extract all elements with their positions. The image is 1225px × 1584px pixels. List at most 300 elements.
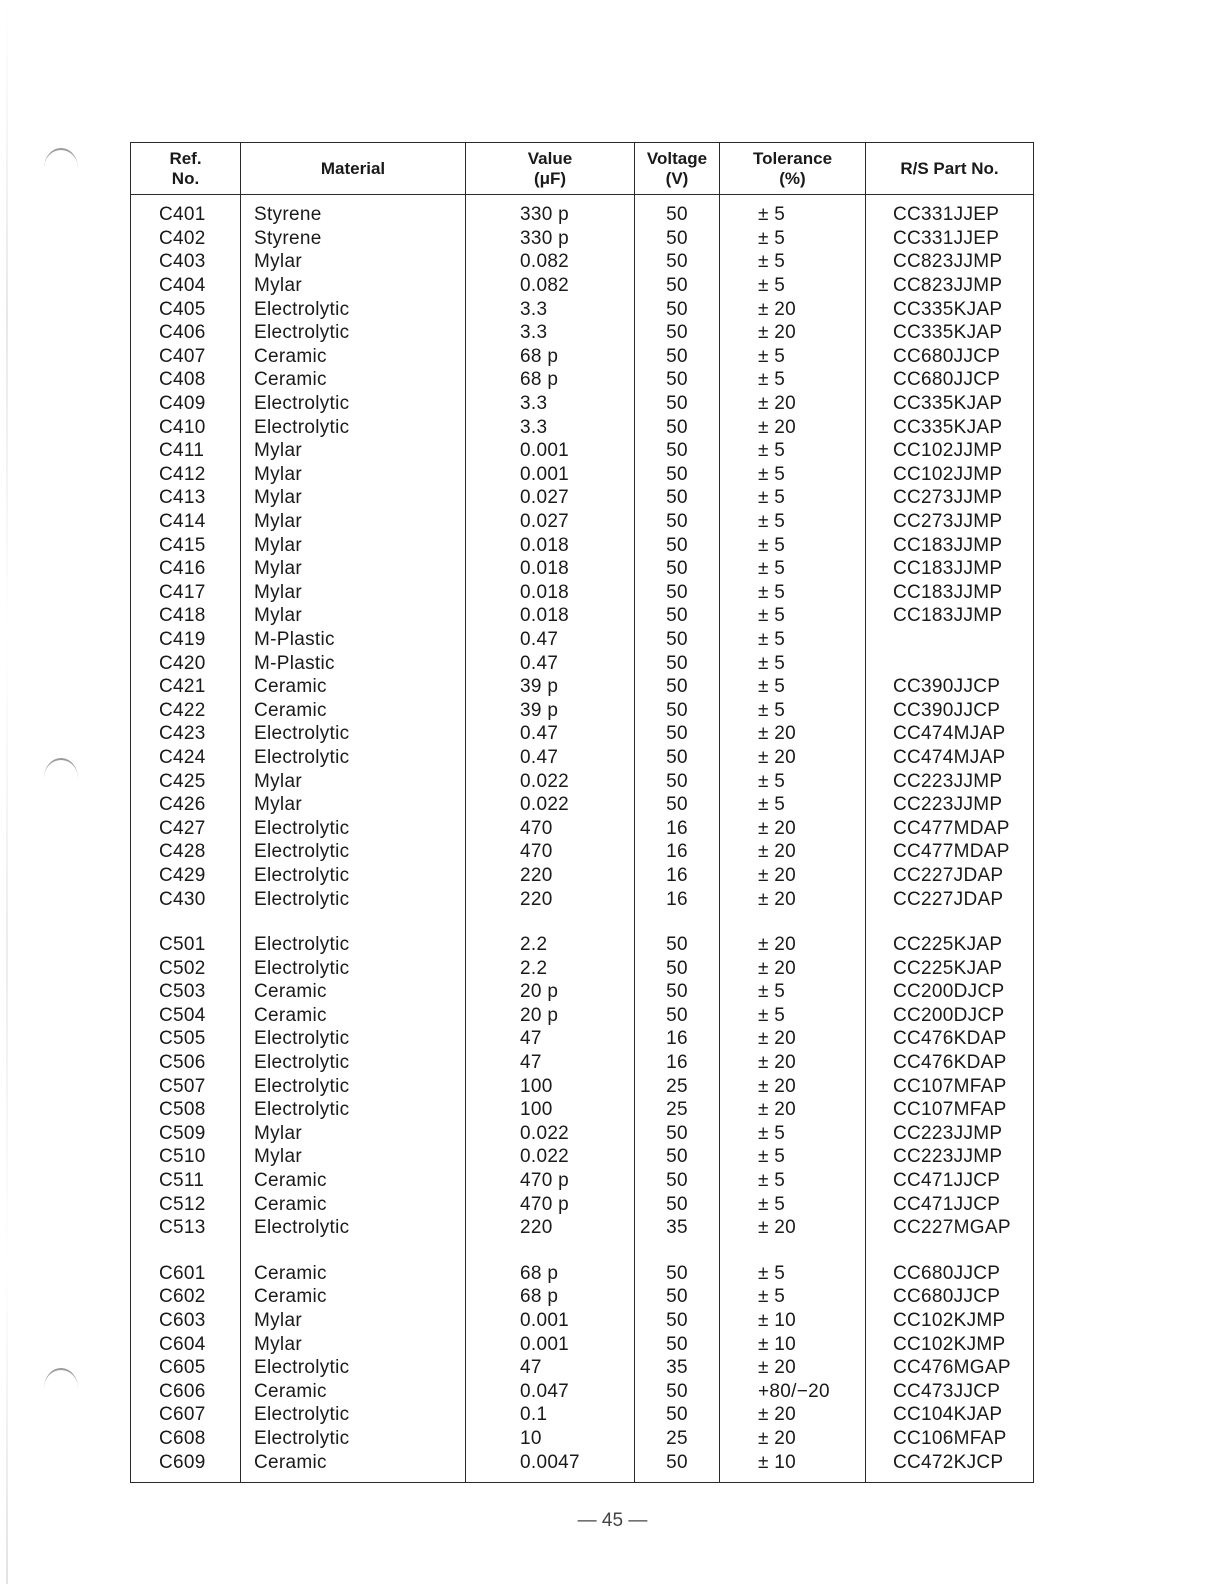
- tolerance-cell: ± 20: [720, 1427, 866, 1451]
- value-cell: [466, 1004, 635, 1028]
- table-row: [131, 557, 1034, 581]
- tolerance-cell: ± 5: [720, 628, 866, 652]
- tolerance-cell: ± 5: [720, 439, 866, 463]
- ref-no-cell: C425: [131, 769, 241, 793]
- tolerance-cell: ± 5: [720, 1169, 866, 1193]
- part-no-cell: [866, 651, 1034, 675]
- value-text: 68 p: [520, 1262, 559, 1284]
- voltage-cell: 50: [635, 345, 720, 369]
- value-text: 68 p: [520, 345, 559, 367]
- material-cell: Electrolytic: [241, 1051, 466, 1075]
- voltage-cell: 50: [635, 746, 720, 770]
- material-cell: Ceramic: [241, 1285, 466, 1309]
- tolerance-cell: ± 20: [720, 1216, 866, 1240]
- value-text: 2.2: [520, 957, 548, 979]
- material-cell: Ceramic: [241, 980, 466, 1004]
- value-cell: [466, 722, 635, 746]
- voltage-cell: 16: [635, 1051, 720, 1075]
- voltage-cell: 25: [635, 1427, 720, 1451]
- value-cell: [466, 1332, 635, 1356]
- tolerance-cell: ± 5: [720, 195, 866, 227]
- material-cell: Mylar: [241, 510, 466, 534]
- tolerance-cell: ± 20: [720, 1403, 866, 1427]
- value-cell: [466, 581, 635, 605]
- table-body: [131, 195, 1034, 1483]
- table-row: [131, 1145, 1034, 1169]
- voltage-cell: 50: [635, 980, 720, 1004]
- material-cell: Mylar: [241, 1122, 466, 1146]
- value-cell: [466, 486, 635, 510]
- value-text: 0.001: [520, 1333, 570, 1355]
- value-text: 2.2: [520, 934, 548, 956]
- part-no-cell: CC474MJAP: [866, 722, 1034, 746]
- table-row: [131, 1027, 1034, 1051]
- value-cell: [466, 651, 635, 675]
- part-no-cell: CC331JJEP: [866, 195, 1034, 227]
- value-text: 39 p: [520, 676, 559, 698]
- spacer-cell: [241, 911, 466, 933]
- material-cell: Electrolytic: [241, 864, 466, 888]
- voltage-cell: 50: [635, 557, 720, 581]
- table-row: [131, 533, 1034, 557]
- value-text: 47: [520, 1028, 542, 1050]
- material-cell: Mylar: [241, 793, 466, 817]
- material-cell: Ceramic: [241, 698, 466, 722]
- ref-no-cell: C504: [131, 1004, 241, 1028]
- header-value: Value (μF): [466, 143, 635, 195]
- table-row: [131, 581, 1034, 605]
- voltage-cell: 50: [635, 368, 720, 392]
- part-no-cell: CC107MFAP: [866, 1098, 1034, 1122]
- tolerance-cell: +80/−20: [720, 1380, 866, 1404]
- table-row: [131, 698, 1034, 722]
- material-cell: Mylar: [241, 486, 466, 510]
- ref-no-cell: C410: [131, 415, 241, 439]
- value-text: 0.001: [520, 463, 570, 485]
- table-row: [131, 345, 1034, 369]
- voltage-cell: 16: [635, 816, 720, 840]
- part-no-cell: CC223JJMP: [866, 793, 1034, 817]
- spacer-cell: [466, 911, 635, 933]
- value-cell: [466, 463, 635, 487]
- tolerance-cell: ± 5: [720, 345, 866, 369]
- ref-no-cell: C501: [131, 933, 241, 957]
- voltage-cell: 35: [635, 1216, 720, 1240]
- tolerance-cell: ± 10: [720, 1332, 866, 1356]
- ref-no-cell: C601: [131, 1262, 241, 1286]
- table-row: [131, 439, 1034, 463]
- ref-no-cell: C412: [131, 463, 241, 487]
- tolerance-cell: ± 20: [720, 415, 866, 439]
- ref-no-cell: C506: [131, 1051, 241, 1075]
- ref-no-cell: C404: [131, 274, 241, 298]
- value-text: 100: [520, 1075, 553, 1097]
- part-no-cell: CC476KDAP: [866, 1051, 1034, 1075]
- material-cell: Ceramic: [241, 675, 466, 699]
- value-text: 0.001: [520, 440, 570, 462]
- voltage-cell: 50: [635, 793, 720, 817]
- value-text: 0.47: [520, 628, 559, 650]
- voltage-cell: 25: [635, 1098, 720, 1122]
- material-cell: Ceramic: [241, 1450, 466, 1482]
- table-row: [131, 510, 1034, 534]
- value-cell: [466, 274, 635, 298]
- tolerance-cell: ± 5: [720, 604, 866, 628]
- header-tolerance: Tolerance (%): [720, 143, 866, 195]
- value-text: 0.027: [520, 511, 570, 533]
- material-cell: M-Plastic: [241, 651, 466, 675]
- voltage-cell: 50: [635, 933, 720, 957]
- voltage-cell: 50: [635, 227, 720, 251]
- ref-no-cell: C414: [131, 510, 241, 534]
- ref-no-cell: C602: [131, 1285, 241, 1309]
- voltage-cell: 50: [635, 439, 720, 463]
- spacer-cell: [635, 1240, 720, 1262]
- value-text: 0.027: [520, 487, 570, 509]
- material-cell: Mylar: [241, 769, 466, 793]
- table-row: [131, 321, 1034, 345]
- part-no-cell: CC680JJCP: [866, 368, 1034, 392]
- part-no-cell: CC680JJCP: [866, 345, 1034, 369]
- part-no-cell: CC335KJAP: [866, 297, 1034, 321]
- part-no-cell: CC200DJCP: [866, 1004, 1034, 1028]
- ref-no-cell: C420: [131, 651, 241, 675]
- ref-no-cell: C607: [131, 1403, 241, 1427]
- part-no-cell: CC106MFAP: [866, 1427, 1034, 1451]
- tolerance-cell: ± 5: [720, 510, 866, 534]
- section-spacer: [131, 1240, 1034, 1262]
- part-no-cell: CC331JJEP: [866, 227, 1034, 251]
- tolerance-cell: ± 20: [720, 722, 866, 746]
- tolerance-cell: ± 5: [720, 1004, 866, 1028]
- table-row: [131, 651, 1034, 675]
- part-no-cell: CC223JJMP: [866, 1122, 1034, 1146]
- table-row: [131, 250, 1034, 274]
- tolerance-cell: ± 10: [720, 1309, 866, 1333]
- material-cell: Electrolytic: [241, 840, 466, 864]
- part-no-cell: CC107MFAP: [866, 1074, 1034, 1098]
- value-cell: [466, 1051, 635, 1075]
- material-cell: Mylar: [241, 604, 466, 628]
- tolerance-cell: ± 5: [720, 274, 866, 298]
- ref-no-cell: C401: [131, 195, 241, 227]
- tolerance-cell: ± 5: [720, 1285, 866, 1309]
- value-cell: [466, 368, 635, 392]
- value-text: 47: [520, 1052, 542, 1074]
- tolerance-cell: ± 20: [720, 321, 866, 345]
- material-cell: Ceramic: [241, 368, 466, 392]
- voltage-cell: 16: [635, 840, 720, 864]
- value-text: 220: [520, 1217, 553, 1239]
- voltage-cell: 50: [635, 651, 720, 675]
- part-no-cell: CC183JJMP: [866, 557, 1034, 581]
- value-cell: [466, 1145, 635, 1169]
- part-no-cell: CC102JJMP: [866, 439, 1034, 463]
- tolerance-cell: ± 5: [720, 1122, 866, 1146]
- material-cell: Electrolytic: [241, 1074, 466, 1098]
- material-cell: Mylar: [241, 463, 466, 487]
- voltage-cell: 50: [635, 1332, 720, 1356]
- spacer-cell: [131, 911, 241, 933]
- ref-no-cell: C417: [131, 581, 241, 605]
- material-cell: Mylar: [241, 274, 466, 298]
- tolerance-cell: ± 20: [720, 864, 866, 888]
- tolerance-cell: ± 5: [720, 651, 866, 675]
- voltage-cell: 50: [635, 956, 720, 980]
- value-text: 0.082: [520, 275, 570, 297]
- value-text: 39 p: [520, 699, 559, 721]
- value-text: 0.047: [520, 1380, 570, 1402]
- value-cell: [466, 1403, 635, 1427]
- part-no-cell: CC200DJCP: [866, 980, 1034, 1004]
- part-no-cell: CC227JDAP: [866, 887, 1034, 911]
- value-text: 330 p: [520, 227, 570, 249]
- tolerance-cell: ± 5: [720, 463, 866, 487]
- value-text: 0.018: [520, 558, 570, 580]
- spacer-cell: [866, 1240, 1034, 1262]
- material-cell: Mylar: [241, 250, 466, 274]
- tolerance-cell: ± 5: [720, 793, 866, 817]
- tolerance-cell: ± 20: [720, 1051, 866, 1075]
- table-row: [131, 746, 1034, 770]
- value-text: 220: [520, 864, 553, 886]
- ref-no-cell: C408: [131, 368, 241, 392]
- material-cell: Ceramic: [241, 345, 466, 369]
- value-cell: [466, 1098, 635, 1122]
- material-cell: Electrolytic: [241, 1216, 466, 1240]
- value-cell: [466, 887, 635, 911]
- value-cell: [466, 1356, 635, 1380]
- material-cell: Electrolytic: [241, 1427, 466, 1451]
- tolerance-cell: ± 5: [720, 1145, 866, 1169]
- voltage-cell: 25: [635, 1074, 720, 1098]
- binder-hole-mark: [44, 148, 78, 168]
- part-no-cell: CC227MGAP: [866, 1216, 1034, 1240]
- value-cell: [466, 227, 635, 251]
- table-row: [131, 1098, 1034, 1122]
- material-cell: Electrolytic: [241, 887, 466, 911]
- value-text: 0.018: [520, 605, 570, 627]
- part-no-cell: CC335KJAP: [866, 415, 1034, 439]
- material-cell: Mylar: [241, 557, 466, 581]
- voltage-cell: 50: [635, 1192, 720, 1216]
- ref-no-cell: C403: [131, 250, 241, 274]
- tolerance-cell: ± 10: [720, 1450, 866, 1482]
- value-text: 0.47: [520, 723, 559, 745]
- value-cell: [466, 675, 635, 699]
- material-cell: Electrolytic: [241, 816, 466, 840]
- ref-no-cell: C407: [131, 345, 241, 369]
- material-cell: Electrolytic: [241, 1098, 466, 1122]
- value-cell: [466, 1450, 635, 1482]
- value-cell: [466, 628, 635, 652]
- part-no-cell: CC390JJCP: [866, 698, 1034, 722]
- value-cell: [466, 1262, 635, 1286]
- value-cell: [466, 864, 635, 888]
- value-cell: [466, 321, 635, 345]
- ref-no-cell: C413: [131, 486, 241, 510]
- table-row: [131, 933, 1034, 957]
- value-text: 20 p: [520, 981, 559, 1003]
- value-text: 3.3: [520, 322, 548, 344]
- value-cell: [466, 933, 635, 957]
- voltage-cell: 50: [635, 195, 720, 227]
- ref-no-cell: C511: [131, 1169, 241, 1193]
- material-cell: Mylar: [241, 439, 466, 463]
- value-text: 68 p: [520, 1286, 559, 1308]
- part-no-cell: CC823JJMP: [866, 274, 1034, 298]
- section-spacer: [131, 911, 1034, 933]
- part-no-cell: CC390JJCP: [866, 675, 1034, 699]
- voltage-cell: 16: [635, 887, 720, 911]
- value-cell: [466, 1309, 635, 1333]
- header-material: Material: [241, 143, 466, 195]
- table-row: [131, 1074, 1034, 1098]
- value-text: 0.47: [520, 652, 559, 674]
- part-no-cell: CC472KJCP: [866, 1450, 1034, 1482]
- voltage-cell: 50: [635, 581, 720, 605]
- tolerance-cell: ± 5: [720, 368, 866, 392]
- voltage-cell: 50: [635, 1285, 720, 1309]
- table-row: [131, 793, 1034, 817]
- value-text: 0.082: [520, 251, 570, 273]
- voltage-cell: 50: [635, 274, 720, 298]
- material-cell: Electrolytic: [241, 392, 466, 416]
- value-text: 100: [520, 1099, 553, 1121]
- part-no-cell: CC102KJMP: [866, 1332, 1034, 1356]
- part-no-cell: CC225KJAP: [866, 956, 1034, 980]
- value-cell: [466, 415, 635, 439]
- value-cell: [466, 392, 635, 416]
- value-cell: [466, 956, 635, 980]
- ref-no-cell: C428: [131, 840, 241, 864]
- part-no-cell: CC183JJMP: [866, 581, 1034, 605]
- voltage-cell: 50: [635, 250, 720, 274]
- part-no-cell: CC476KDAP: [866, 1027, 1034, 1051]
- table-row: [131, 604, 1034, 628]
- material-cell: Electrolytic: [241, 415, 466, 439]
- table-row: [131, 1004, 1034, 1028]
- value-cell: [466, 746, 635, 770]
- voltage-cell: 50: [635, 415, 720, 439]
- ref-no-cell: C406: [131, 321, 241, 345]
- ref-no-cell: C512: [131, 1192, 241, 1216]
- tolerance-cell: ± 5: [720, 1192, 866, 1216]
- value-text: 0.0047: [520, 1451, 580, 1473]
- ref-no-cell: C502: [131, 956, 241, 980]
- tolerance-cell: ± 20: [720, 746, 866, 770]
- spacer-cell: [635, 911, 720, 933]
- table-row: [131, 956, 1034, 980]
- part-no-cell: CC183JJMP: [866, 604, 1034, 628]
- value-cell: [466, 793, 635, 817]
- tolerance-cell: ± 5: [720, 675, 866, 699]
- ref-no-cell: C424: [131, 746, 241, 770]
- ref-no-cell: C513: [131, 1216, 241, 1240]
- value-cell: [466, 250, 635, 274]
- value-text: 0.022: [520, 770, 570, 792]
- material-cell: Mylar: [241, 1309, 466, 1333]
- value-cell: [466, 1427, 635, 1451]
- table-row: [131, 769, 1034, 793]
- table-row: [131, 1332, 1034, 1356]
- value-cell: [466, 698, 635, 722]
- table-row: [131, 628, 1034, 652]
- binder-hole-mark: [44, 1368, 78, 1388]
- value-text: 0.1: [520, 1404, 548, 1426]
- voltage-cell: 50: [635, 1403, 720, 1427]
- ref-no-cell: C416: [131, 557, 241, 581]
- value-cell: [466, 1169, 635, 1193]
- value-cell: [466, 840, 635, 864]
- ref-no-cell: C606: [131, 1380, 241, 1404]
- header-voltage: Voltage (V): [635, 143, 720, 195]
- tolerance-cell: ± 5: [720, 769, 866, 793]
- tolerance-cell: ± 20: [720, 887, 866, 911]
- ref-no-cell: C509: [131, 1122, 241, 1146]
- voltage-cell: 50: [635, 533, 720, 557]
- table-row: [131, 1309, 1034, 1333]
- material-cell: Mylar: [241, 581, 466, 605]
- ref-no-cell: C603: [131, 1309, 241, 1333]
- table-row: [131, 816, 1034, 840]
- part-no-cell: CC223JJMP: [866, 769, 1034, 793]
- tolerance-cell: ± 20: [720, 816, 866, 840]
- capacitor-parts-table: [130, 142, 1034, 1483]
- table-row: [131, 980, 1034, 1004]
- table-row: [131, 1427, 1034, 1451]
- value-cell: [466, 816, 635, 840]
- tolerance-cell: ± 5: [720, 486, 866, 510]
- value-cell: [466, 604, 635, 628]
- ref-no-cell: C503: [131, 980, 241, 1004]
- binder-hole-mark: [44, 758, 78, 778]
- tolerance-cell: ± 20: [720, 956, 866, 980]
- tolerance-cell: ± 20: [720, 1027, 866, 1051]
- header-part-no: R/S Part No.: [866, 143, 1034, 195]
- material-cell: Ceramic: [241, 1262, 466, 1286]
- table-row: [131, 840, 1034, 864]
- value-text: 0.022: [520, 1122, 570, 1144]
- part-no-cell: CC183JJMP: [866, 533, 1034, 557]
- value-cell: [466, 1192, 635, 1216]
- value-cell: [466, 533, 635, 557]
- material-cell: Electrolytic: [241, 933, 466, 957]
- ref-no-cell: C427: [131, 816, 241, 840]
- value-cell: [466, 1074, 635, 1098]
- part-no-cell: CC102KJMP: [866, 1309, 1034, 1333]
- tolerance-cell: ± 20: [720, 297, 866, 321]
- material-cell: Mylar: [241, 533, 466, 557]
- table-row: [131, 1051, 1034, 1075]
- value-cell: [466, 557, 635, 581]
- voltage-cell: 50: [635, 722, 720, 746]
- table-row: [131, 274, 1034, 298]
- table-row: [131, 392, 1034, 416]
- value-text: 470: [520, 817, 553, 839]
- tolerance-cell: ± 20: [720, 392, 866, 416]
- value-text: 3.3: [520, 416, 548, 438]
- voltage-cell: 50: [635, 1122, 720, 1146]
- ref-no-cell: C510: [131, 1145, 241, 1169]
- part-no-cell: CC102JJMP: [866, 463, 1034, 487]
- material-cell: Electrolytic: [241, 1356, 466, 1380]
- part-no-cell: CC473JJCP: [866, 1380, 1034, 1404]
- ref-no-cell: C604: [131, 1332, 241, 1356]
- material-cell: Electrolytic: [241, 746, 466, 770]
- ref-no-cell: C415: [131, 533, 241, 557]
- ref-no-cell: C419: [131, 628, 241, 652]
